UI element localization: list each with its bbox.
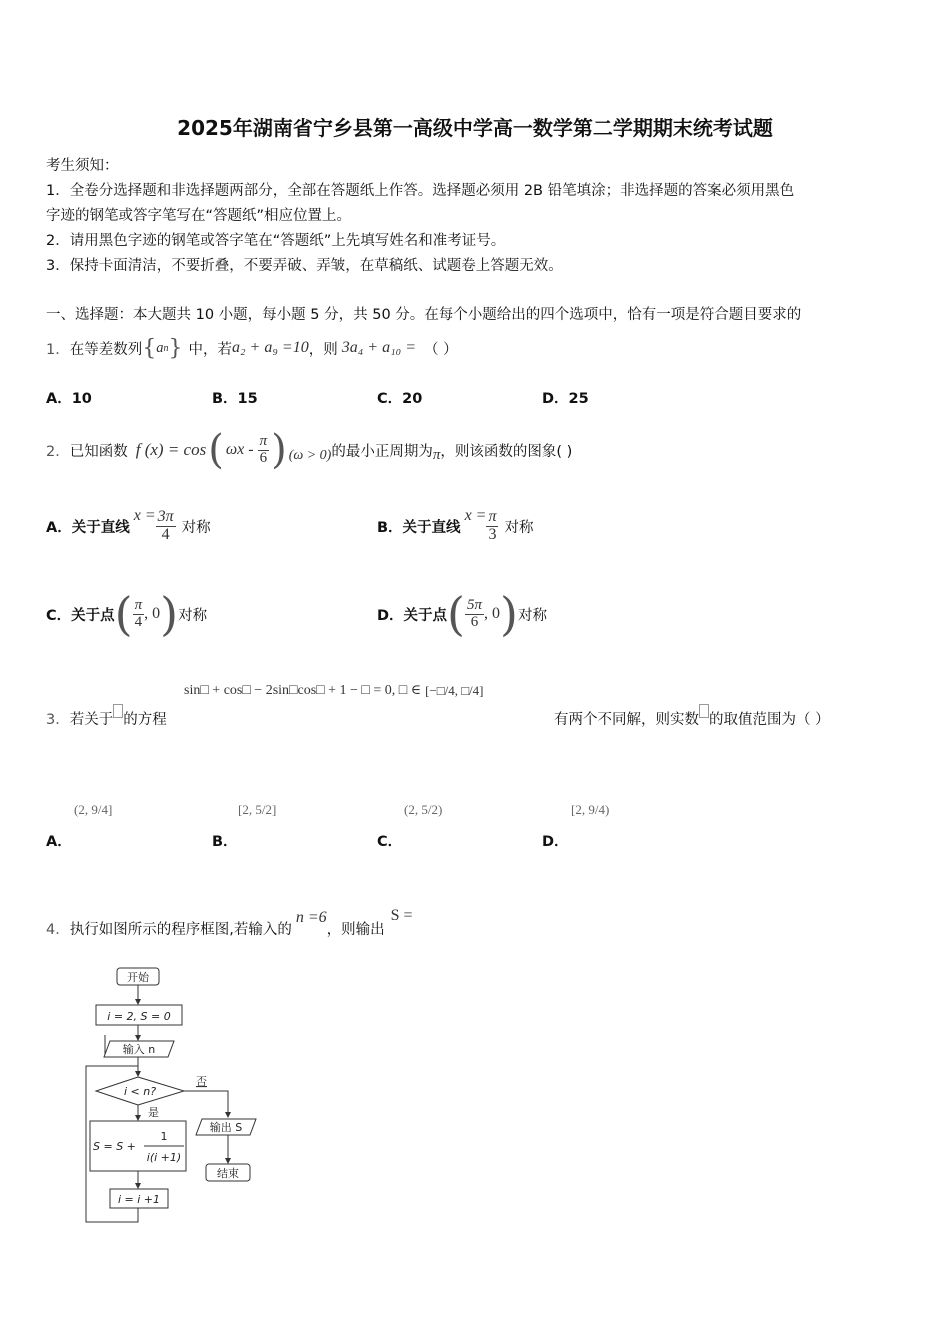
q3-option-a-value: (2, 9/4] [74, 802, 113, 817]
notice-line-1b: 字迹的钢笔或答字笔写在“答题纸”相应位置上。 [46, 208, 352, 224]
flowchart-update-lhs: S = S + [93, 1140, 136, 1153]
q2-option-c-tail: 对称 [178, 607, 208, 624]
q4-text-2: ，则输出 [326, 921, 385, 938]
q2-option-c-label: C．关于点 [46, 607, 115, 624]
q2-option-c[interactable]: C．关于点 ( $\frac{\pi}{4}$ , 0 ) 对称 [46, 587, 208, 641]
notice-heading: 考生须知： [46, 158, 119, 174]
q4-number: 4． [46, 921, 70, 938]
question-2: 2． 已知函数 f (x) = cos ( ωx - $\frac{\pi}{6}$ ) (ω > 0) 的最小正周期为 π ，则该函数的图象( ) [46, 427, 573, 473]
q3-equation [184, 682, 484, 699]
flowchart-no-label: 否 [196, 1075, 207, 1088]
q2-argument: ωx - [225, 441, 254, 458]
q3-text-4: 的取值范围为（ ） [709, 712, 830, 728]
q3-text-3: 有两个不同解，则实数 [554, 712, 699, 728]
q2-text-1: 已知函数 [69, 443, 128, 460]
q3-option-c[interactable]: C． [377, 834, 403, 850]
q2-option-b-lhs: x = [464, 507, 487, 524]
q1-option-b[interactable]: B．15 [212, 391, 258, 407]
notice-line-2: 2．请用黑色字迹的钢笔或答字笔在“答题纸”上先填写姓名和准考证号。 [46, 233, 506, 249]
flowchart-increment-label: i = i +1 [117, 1193, 161, 1206]
section-heading: 一、选择题：本大题共 10 小题，每小题 5 分，共 50 分。在每个小题给出的四个选项中，恰有一项是符合题目要求的 [46, 307, 802, 323]
flowchart [80, 962, 280, 1228]
q2-option-a-lhs: x = [133, 507, 156, 524]
q1-condition: a₂ + a₉ =10 [231, 339, 309, 356]
q2-option-c-num: π [134, 596, 143, 613]
q1-option-c[interactable]: C．20 [377, 391, 423, 407]
q2-option-b-tail: 对称 [504, 519, 534, 536]
q4-output: S = [390, 907, 413, 924]
q1-text-4: （ ） [423, 341, 458, 358]
q3-equation-interval: [−□/4, □/4] [425, 682, 484, 698]
q2-option-d-den: 6 [470, 613, 479, 630]
q3-option-a[interactable]: A． [46, 834, 72, 850]
q2-option-b-num: π [488, 507, 497, 525]
flowchart-start-label: 开始 [127, 971, 149, 984]
flowchart-output-label: 输出 S [209, 1121, 243, 1134]
q4-input: n =6 [295, 909, 327, 926]
q2-option-a-num: 3π [157, 507, 174, 525]
q4-text-1: 执行如图所示的程序框图,若输入的 [69, 921, 292, 938]
q3-equation-text: sin□ + cos□ − 2sin□cos□ + 1 − □ = 0, □ ∈ [184, 683, 422, 698]
q3-option-d[interactable]: D． [542, 834, 569, 850]
q2-option-c-den: 4 [134, 613, 143, 630]
q3-option-b[interactable]: B． [212, 834, 238, 850]
q2-six: 6 [259, 449, 268, 466]
q3-text-1: 若关于 [69, 712, 114, 728]
q2-option-b-den: 3 [488, 525, 497, 543]
page-title: 2025年湖南省宁乡县第一高级中学高一数学第二学期期末统考试题 [177, 116, 773, 140]
q2-period: π [432, 446, 441, 463]
q1-sequence: a [156, 339, 164, 356]
q1-text-3: ，则 [308, 341, 338, 358]
q3-number: 3． [46, 712, 70, 728]
q1-sequence-sub: n [163, 342, 169, 354]
q3-option-d-value: [2, 9/4) [571, 802, 610, 817]
flowchart-update-den: i(i +1) [146, 1151, 182, 1164]
q2-option-c-rest: , 0 [144, 605, 161, 622]
question-3-cont [554, 708, 830, 729]
q2-number: 2． [46, 443, 70, 460]
notice-line-3: 3．保持卡面清洁，不要折叠，不要弄破、弄皱，在草稿纸、试题卷上答题无效。 [46, 258, 563, 274]
question-1: 1． 在等差数列 { a n } 中，若 a₂ + a₉ =10 ，则 3a₄ + a₁₀ = （ ） [46, 335, 458, 361]
q2-option-d-num: 5π [467, 596, 483, 613]
q2-option-d[interactable]: D．关于点 ( $\frac{5\pi}{6}$ , 0 ) 对称 [377, 587, 547, 641]
q2-option-a[interactable] [46, 500, 211, 552]
q3-var-box-icon [113, 704, 123, 718]
q3-option-c-value: (2, 5/2) [404, 802, 443, 817]
q2-omega: (ω > 0) [288, 448, 332, 463]
flowchart-input-label: 输入 n [122, 1043, 156, 1056]
q3-text-2: 的方程 [123, 712, 167, 728]
flowchart-yes-label: 是 [148, 1106, 159, 1119]
q1-number: 1． [46, 341, 70, 358]
q3-option-b-value: [2, 5/2] [238, 802, 277, 817]
question-3 [46, 708, 167, 729]
q2-option-a-tail: 对称 [181, 519, 211, 536]
q1-text-2: 中，若 [188, 341, 232, 358]
q1-expression: 3a₄ + a₁₀ = [341, 339, 416, 356]
q2-option-b-label: B．关于直线 [377, 519, 461, 536]
question-4 [46, 907, 413, 944]
q2-option-d-label: D．关于点 [377, 607, 448, 624]
notice-line-1a: 1．全卷分选择题和非选择题两部分，全部在答题纸上作答。选择题必须用 2B 铅笔填涂；非选择题的答案必须用黑色 [46, 183, 795, 199]
q2-option-a-label: A．关于直线 [46, 519, 130, 536]
q3-param-box-icon [699, 704, 709, 718]
flowchart-init-label: i = 2, S = 0 [107, 1010, 171, 1023]
flowchart-update-num: 1 [160, 1130, 168, 1143]
q1-text-1: 在等差数列 [69, 341, 143, 358]
q2-option-b[interactable] [377, 500, 533, 552]
flowchart-condition-label: i < n? [123, 1085, 157, 1098]
q2-text-2: 的最小正周期为 [331, 443, 433, 460]
q2-option-d-tail: 对称 [517, 607, 547, 624]
q2-option-a-den: 4 [161, 525, 170, 543]
q1-option-d[interactable]: D．25 [542, 391, 589, 407]
q2-option-d-rest: , 0 [484, 605, 501, 622]
q2-pi: π [259, 432, 268, 449]
q2-function: f (x) = cos [135, 440, 207, 459]
q2-text-3: ，则该函数的图象( ) [440, 443, 573, 460]
q1-option-a[interactable]: A．10 [46, 391, 92, 407]
flowchart-end-label: 结束 [217, 1167, 239, 1180]
